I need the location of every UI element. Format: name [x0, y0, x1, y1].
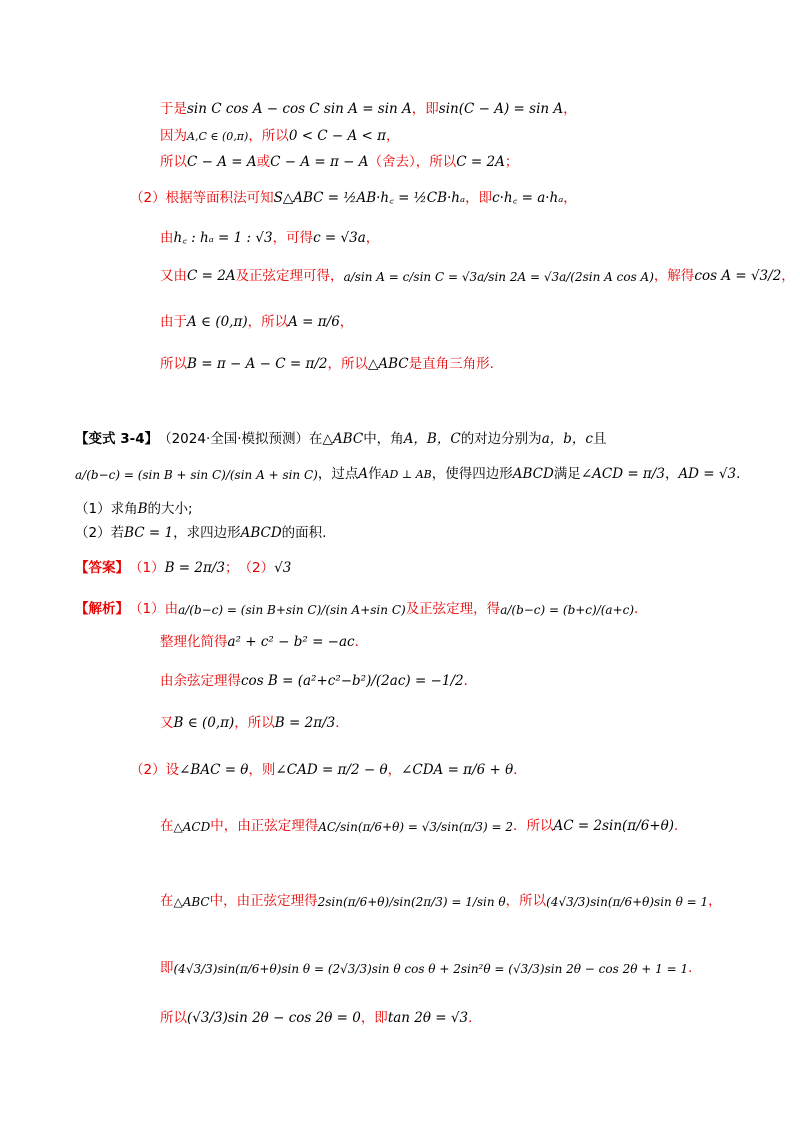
- math: a/(b−c) = (sin B + sin C)/(sin A + sin C): [75, 467, 318, 482]
- text: 由于: [160, 314, 187, 330]
- text: ，: [386, 128, 400, 144]
- text: ，所以: [234, 715, 275, 731]
- text: 整理化简得: [160, 634, 228, 650]
- text: ，解得: [653, 268, 695, 284]
- math: a/(b−c) = (b+c)/(a+c): [500, 602, 635, 617]
- math: h꜀ : hₐ = 1 : √3: [173, 230, 273, 246]
- analysis-line-4: [160, 717, 349, 731]
- math: a/sin A = c/sin C = √3a/sin 2A = √3a/(2sin A cos A): [343, 269, 654, 284]
- text: ，所以: [248, 128, 289, 144]
- text: 中，角: [363, 431, 404, 447]
- text: （2）: [238, 560, 275, 576]
- math: B = 2π/3: [274, 715, 336, 731]
- text: ，: [365, 230, 380, 246]
- solution-line-2: [160, 130, 400, 144]
- part-label: （2）: [130, 190, 166, 206]
- solution-line-1: [160, 103, 577, 117]
- solution-line-4: [130, 192, 577, 206]
- analysis-line-5: [130, 764, 527, 778]
- text: 即: [160, 960, 174, 976]
- text: ，即: [360, 1010, 388, 1026]
- analysis-line-1: [75, 603, 648, 617]
- question-2: [75, 527, 326, 541]
- math: c·h꜀ = a·hₐ: [492, 190, 564, 206]
- math: A，B，C: [403, 431, 461, 447]
- text: ．: [354, 634, 369, 650]
- text: ；: [504, 154, 519, 170]
- text: 在: [160, 893, 174, 909]
- analysis-line-2: [160, 636, 368, 650]
- math: (4√3/3)sin(π/6+θ)sin θ = 1: [546, 894, 709, 909]
- question-1: [75, 503, 193, 517]
- text: ．: [513, 762, 527, 778]
- text: ，即: [465, 190, 493, 206]
- math: A: [358, 466, 369, 482]
- solution-line-6: [160, 270, 795, 284]
- text: ，使得四边形: [431, 466, 513, 482]
- problem-tag: 【变式 3-4】: [75, 431, 159, 447]
- solution-line-5: [160, 232, 379, 246]
- math: ABCD: [240, 525, 282, 541]
- text: ．所以: [513, 818, 554, 834]
- answer-line: [75, 562, 291, 576]
- math: AD ⊥ AB: [381, 468, 432, 482]
- text: （2）设: [130, 762, 180, 778]
- text: ．: [688, 960, 702, 976]
- math: cos B = (a²+c²−b²)/(2ac) = −1/2: [241, 673, 464, 689]
- text: ，: [781, 268, 795, 284]
- math: tan 2θ = √3: [387, 1010, 469, 1026]
- text: 作: [368, 466, 382, 482]
- math: a/(b−c) = (sin B+sin C)/(sin A+sin C): [178, 602, 406, 617]
- text: ，所以: [247, 314, 289, 330]
- math: sin C cos A − cos C sin A = sin A: [187, 101, 412, 117]
- text: ，可得: [272, 230, 314, 246]
- text: 又: [160, 715, 174, 731]
- math: A = π/6: [288, 314, 340, 330]
- text: （舍去），所以: [368, 154, 457, 170]
- text: （1）: [129, 560, 165, 576]
- solution-line-7: [160, 316, 353, 330]
- text: 于是: [160, 101, 187, 117]
- math: △ABC: [367, 356, 409, 372]
- text: （1）求角: [75, 501, 138, 517]
- text: 的大小;: [147, 501, 193, 517]
- math: △ABC: [173, 894, 210, 909]
- text: （2）若: [75, 525, 125, 541]
- answer-tag: 【答案】: [75, 560, 129, 576]
- text: ．: [335, 715, 349, 731]
- math: B = π − A − C = π/2: [187, 356, 328, 372]
- text: 及正弦定理可得，: [235, 268, 344, 284]
- text: 由余弦定理得: [160, 673, 241, 689]
- analysis-line-8: [160, 962, 702, 976]
- math: B = 2π/3: [164, 560, 226, 576]
- text: ，则: [248, 762, 276, 778]
- text: 中，由正弦定理得: [209, 893, 318, 909]
- math: √3: [274, 560, 292, 576]
- text: 又由: [160, 268, 187, 284]
- math: ABCD: [512, 466, 554, 482]
- text: 中，由正弦定理得: [210, 818, 319, 834]
- text: 在: [160, 818, 174, 834]
- text: ，所以: [505, 893, 547, 909]
- math: AC/sin(π/6+θ) = √3/sin(π/3) = 2: [318, 819, 514, 834]
- text: 所以: [160, 356, 187, 372]
- math: C − A = π − A: [270, 154, 369, 170]
- math: ∠BAC = θ: [179, 762, 249, 778]
- text: ．: [468, 1010, 482, 1026]
- math: C = 2A: [456, 154, 505, 170]
- text: ，过点: [317, 466, 359, 482]
- math: C = 2A: [187, 268, 236, 284]
- math: ∠CAD = π/2 − θ: [275, 762, 388, 778]
- math: a，b，c: [541, 431, 593, 447]
- math: AD = √3: [678, 466, 737, 482]
- math: 2sin(π/6+θ)/sin(2π/3) = 1/sin θ: [317, 894, 506, 909]
- text: 的对边分别为: [460, 431, 542, 447]
- text: ，: [339, 314, 354, 330]
- math: 0 < C − A < π: [288, 128, 387, 144]
- math: B ∈ (0,π): [173, 715, 235, 731]
- text: ，: [708, 893, 722, 909]
- analysis-line-9: [160, 1012, 482, 1026]
- text: 或: [256, 154, 271, 170]
- math: C − A = A: [187, 154, 257, 170]
- math: ∠ACD = π/3: [580, 466, 665, 482]
- text: 根据等面积法可知: [165, 190, 274, 206]
- math: AC = 2sin(π/6+θ): [553, 818, 675, 834]
- math: B: [137, 501, 148, 517]
- text: （1）由: [129, 601, 179, 617]
- text: 是直角三角形.: [408, 356, 494, 372]
- text: ；: [225, 560, 239, 576]
- text: 且: [592, 431, 607, 447]
- analysis-line-6: [160, 820, 688, 834]
- analysis-line-7: [160, 895, 722, 909]
- solution-line-3: [160, 156, 518, 170]
- math: S△ABC = ½AB·h꜀ = ½CB·hₐ: [273, 190, 466, 206]
- text: 所以: [160, 154, 187, 170]
- text: 所以: [160, 1010, 187, 1026]
- math: a² + c² − b² = −ac: [227, 634, 355, 650]
- text: 因为: [160, 128, 187, 144]
- math: A,C ∈ (0,π): [187, 130, 249, 144]
- text: ，即: [411, 101, 439, 117]
- text: ，所以: [327, 356, 368, 372]
- text: ．: [634, 601, 648, 617]
- problem-header: [75, 433, 606, 447]
- math: BC = 1: [124, 525, 174, 541]
- text: 满足: [553, 466, 581, 482]
- text: 由: [160, 230, 174, 246]
- math: sin(C − A) = sin A: [438, 101, 564, 117]
- text: ．: [674, 818, 688, 834]
- solution-line-8: [160, 358, 494, 372]
- text: ，: [664, 466, 679, 482]
- problem-source: （2024·全国·模拟预测）在: [158, 431, 323, 447]
- math: (√3/3)sin 2θ − cos 2θ = 0: [187, 1010, 361, 1026]
- problem-condition: [75, 468, 750, 482]
- math: △ABC: [322, 431, 364, 447]
- text: ，求四边形: [173, 525, 241, 541]
- text: 及正弦定理，得: [405, 601, 501, 617]
- math: cos A = √3/2: [694, 268, 782, 284]
- math: △ACD: [173, 819, 211, 834]
- math: A ∈ (0,π): [187, 314, 248, 330]
- text: ，: [563, 190, 577, 206]
- text: ．: [463, 673, 478, 689]
- math: (4√3/3)sin(π/6+θ)sin θ = (2√3/3)sin θ cos θ + 2sin²θ = (√3/3)sin 2θ − cos 2θ + 1 = 1: [173, 961, 689, 976]
- text: ，: [563, 101, 577, 117]
- analysis-line-3: [160, 675, 477, 689]
- text: ，: [387, 762, 402, 778]
- math: ∠CDA = π/6 + θ: [401, 762, 514, 778]
- math: c = √3a: [313, 230, 366, 246]
- text: ．: [736, 466, 750, 482]
- analysis-tag: 【解析】: [75, 601, 129, 617]
- text: 的面积.: [281, 525, 327, 541]
